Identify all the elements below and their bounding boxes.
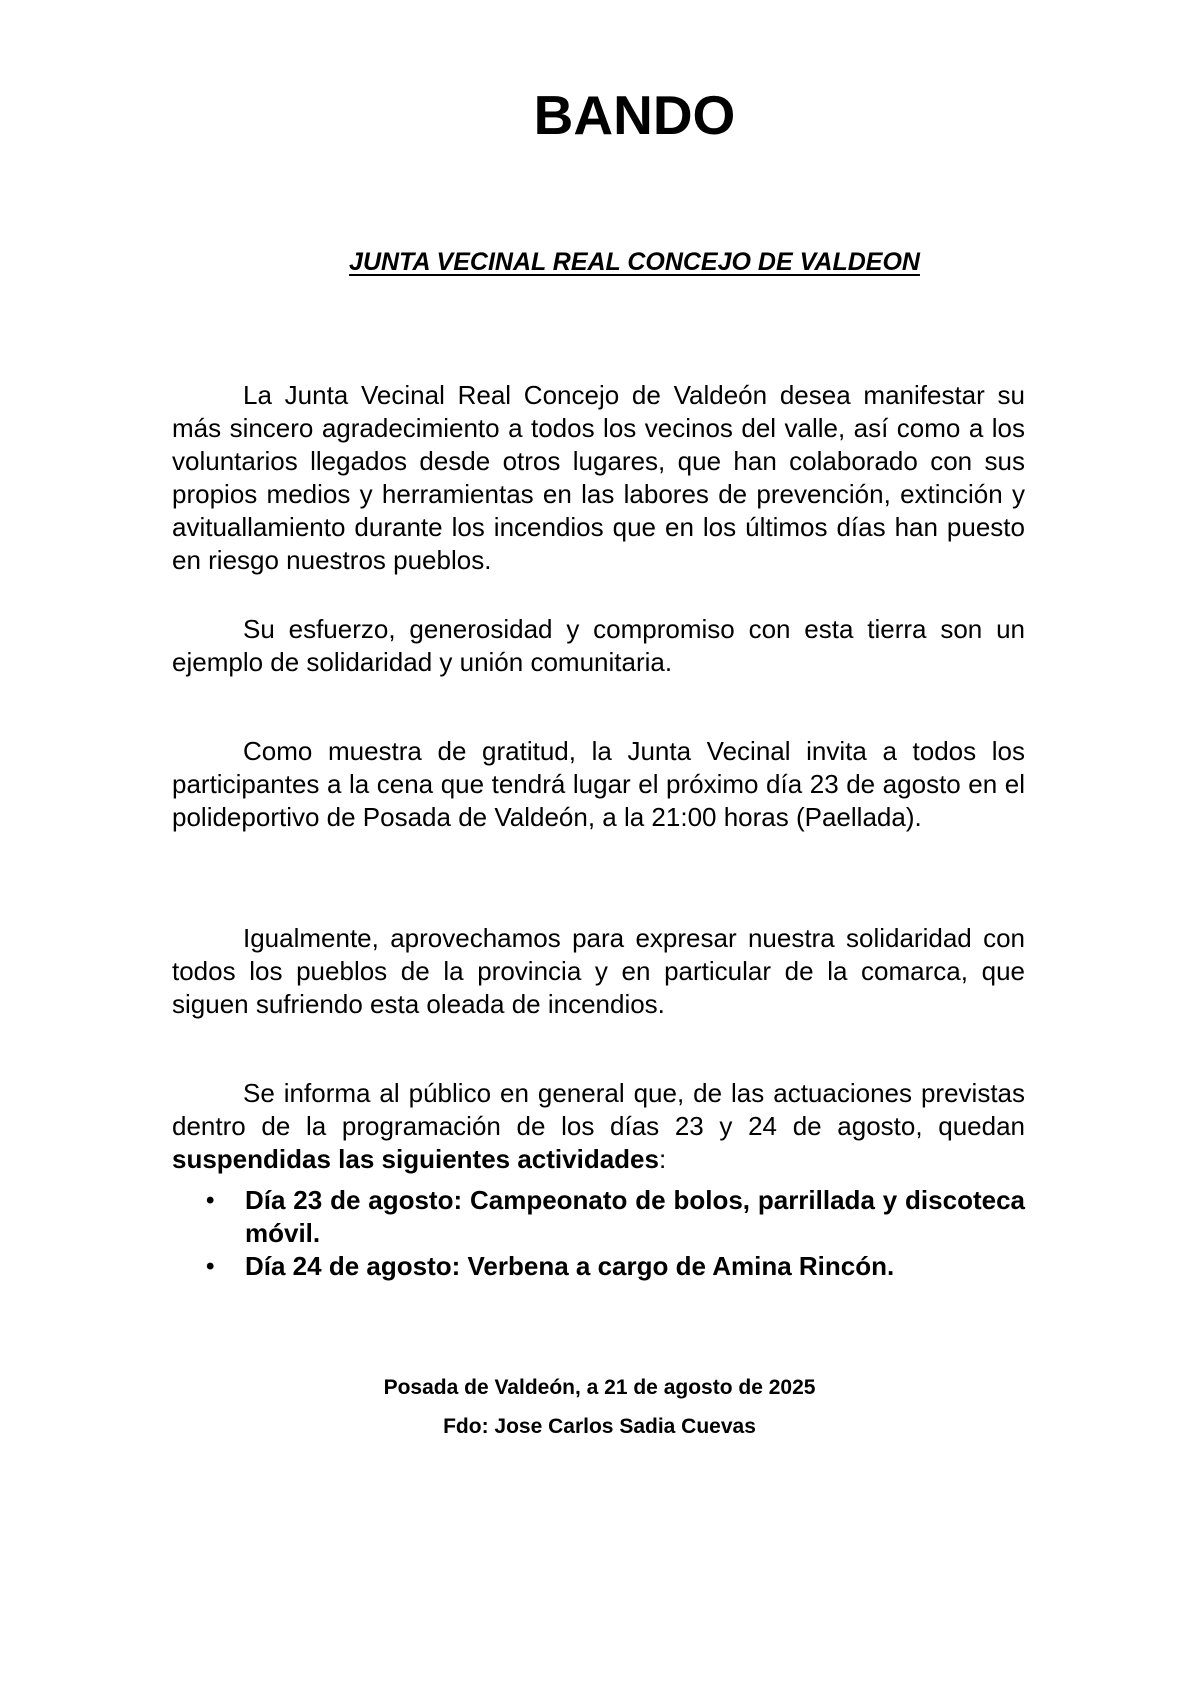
paragraph-solidarity [172, 922, 1025, 1021]
list-item [172, 1250, 1025, 1283]
paragraph-suspension-notice-bold: suspendidas las siguientes actividades [172, 1144, 659, 1174]
paragraph-suspension-notice [172, 1077, 1025, 1176]
paragraph-dinner-invite [172, 735, 1025, 834]
place-and-date: Posada de Valdeón, a 21 de agosto de 2025 [383, 1376, 816, 1399]
suspended-activities-list [172, 1184, 1025, 1283]
paragraph-suspension-notice-end: : [658, 1144, 667, 1174]
list-item [172, 1184, 1025, 1250]
paragraph-effort-text: Su esfuerzo, generosidad y compromiso con esta tierra son un ejemplo de solidaridad y unión comunitaria. [172, 614, 1025, 677]
paragraph-thanks-text: La Junta Vecinal Real Concejo de Valdeón desea manifestar su más sincero agradecimiento a todos los vecinos del valle, así como a los voluntarios llegados desde otros lugares, que han colaborado con sus propios medios y herramientas en las labores de prevención, extinción y avituallamiento durante los incendios que en los últimos días han puesto en riesgo nuestros pueblos. [172, 380, 1025, 575]
signature: Fdo: Jose Carlos Sadia Cuevas [443, 1415, 756, 1438]
list-item-text: Día 23 de agosto: Campeonato de bolos, parrillada y discoteca móvil. [245, 1185, 1025, 1248]
document-title: BANDO [533, 84, 736, 146]
bullet-icon: • [206, 1187, 215, 1214]
paragraph-solidarity-text: Igualmente, aprovechamos para expresar nuestra solidaridad con todos los pueblos de la provincia y en particular de la comarca, que siguen sufriendo esta oleada de incendios. [172, 923, 1025, 1019]
paragraph-dinner-invite-text: Como muestra de gratitud, la Junta Vecinal invita a todos los participantes a la cena que tendrá lugar el próximo día 23 de agosto en el polideportivo de Posada de Valdeón, a la 21:00 horas (Paellada). [172, 736, 1025, 832]
list-item-text: Día 24 de agosto: Verbena a cargo de Amina Rincón. [245, 1251, 895, 1281]
bullet-icon: • [206, 1253, 215, 1280]
document-subtitle: JUNTA VECINAL REAL CONCEJO DE VALDEON [349, 248, 920, 276]
paragraph-thanks [172, 379, 1025, 577]
paragraph-effort [172, 613, 1025, 679]
paragraph-suspension-notice-start: Se informa al público en general que, de las actuaciones previstas dentro de la programación de los días 23 y 24 de agosto, quedan [172, 1078, 1025, 1141]
